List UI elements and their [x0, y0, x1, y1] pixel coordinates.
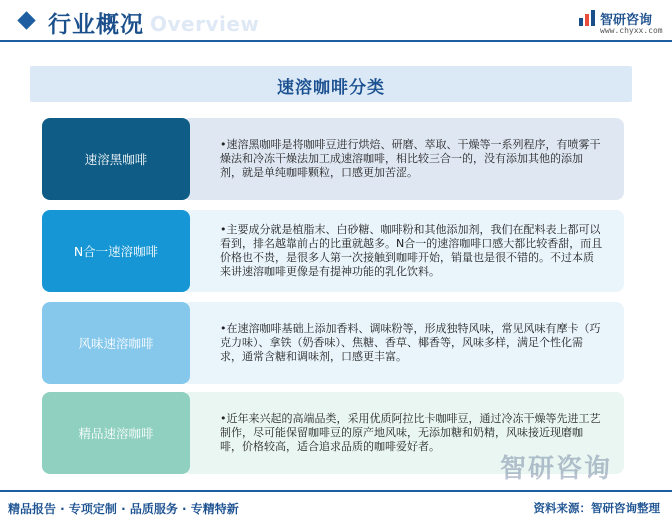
category-label-box [42, 210, 190, 292]
data-source: 资料来源：智研咨询整理 [533, 501, 660, 515]
category-label: 速溶黑咖啡 [84, 152, 148, 167]
diamond-icon [17, 11, 35, 29]
header-divider [0, 40, 672, 42]
category-label-box [42, 392, 190, 474]
category-row [42, 118, 624, 200]
category-row [42, 302, 624, 384]
watermark-logo: 智研咨询 [500, 454, 613, 484]
section-title-box [30, 66, 632, 102]
category-row [42, 210, 624, 292]
footer-divider [0, 490, 672, 492]
page-title-en: Overview [150, 12, 260, 36]
page-title: 行业概况 [48, 12, 144, 38]
category-label: 精品速溶咖啡 [78, 426, 154, 441]
category-desc: •主要成分就是植脂末、白砂糖、咖啡粉和其他添加剂，我们在配料表上都可以看到，排名越靠前占的比重就越多。N合一的速溶咖啡口感大都比较香甜，而且价格也不贵，是很多人第一次接触到咖啡开始，销量也是很不错的。不过本质来讲速溶咖啡更像是有提神功能的乳化饮料。 [220, 223, 603, 278]
category-label-box [42, 302, 190, 384]
page-footer [0, 490, 672, 524]
category-label: N合一速溶咖啡 [73, 244, 159, 259]
footer-slogan: 精品报告 · 专项定制 · 品质服务 · 专精特新 [8, 502, 239, 516]
category-desc: •近年来兴起的高端品类，采用优质阿拉比卡咖啡豆，通过冷冻干燥等先进工艺制作，尽可能保留咖啡豆的原产地风味，无添加糖和奶精，风味接近现磨咖啡，价格较高，适合追求品质的咖啡爱好者。 [220, 412, 601, 453]
brand-logo-icon [578, 9, 596, 27]
category-label: 风味速溶咖啡 [78, 336, 154, 351]
brand-url: www.chyxx.com [600, 26, 663, 35]
category-desc: •速溶黑咖啡是将咖啡豆进行烘焙、研磨、萃取、干燥等一系列程序，有喷雾干燥法和冷冻干燥法加工成速溶咖啡，相比较三合一的，没有添加其他的添加剂，就是单纯咖啡颗粒，口感更加苦涩。 [220, 138, 601, 179]
category-desc-box [182, 302, 624, 384]
category-desc-box [182, 118, 624, 200]
section-title: 速溶咖啡分类 [277, 78, 385, 98]
category-label-box [42, 118, 190, 200]
brand-name: 智研咨询 [600, 13, 653, 28]
category-desc: •在速溶咖啡基础上添加香料、调味粉等，形成独特风味，常见风味有摩卡（巧克力味）、拿铁（奶香味）、焦糖、香草、椰香等，风味多样，满足个性化需求，通常含糖和调味剂，口感更丰富。 [220, 322, 601, 363]
page-header [0, 0, 672, 44]
brand-logo [578, 9, 668, 39]
category-desc-box [182, 210, 624, 292]
